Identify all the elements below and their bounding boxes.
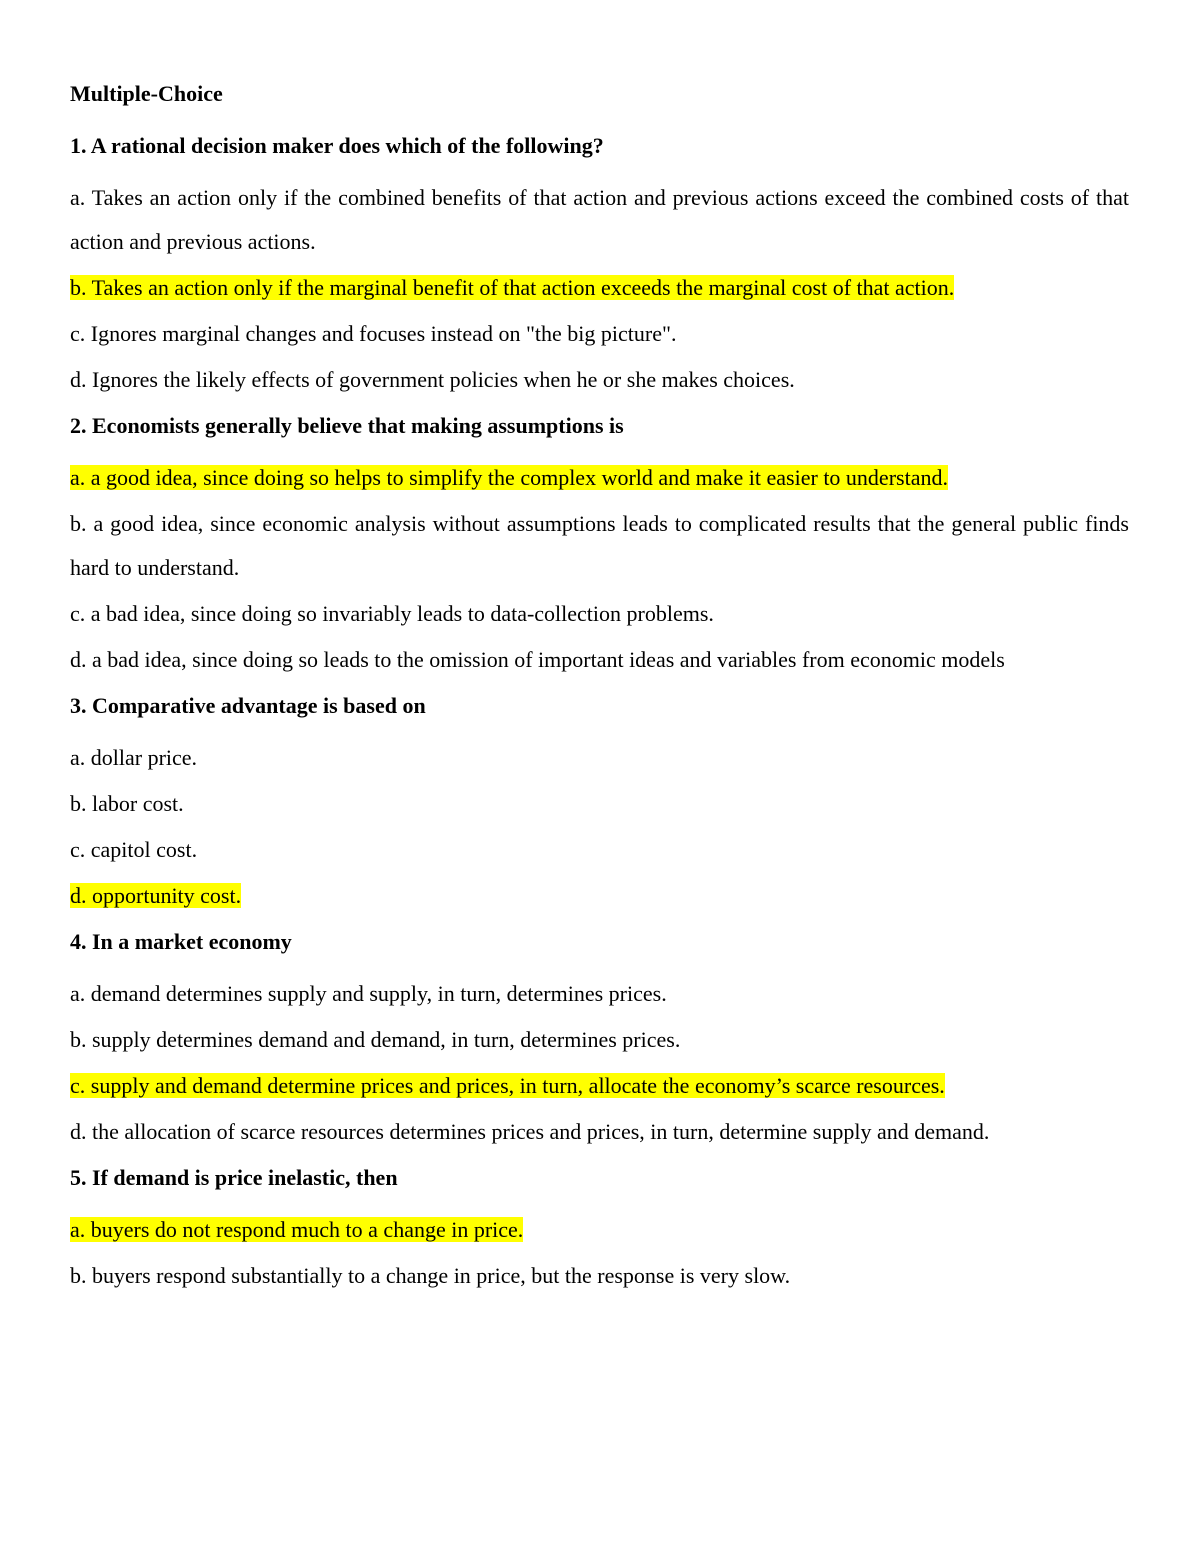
question-2-option-a — [70, 456, 1129, 500]
highlighted-answer: a. a good idea, since doing so helps to simplify the complex world and make it easier to understand. — [70, 465, 948, 490]
question-1-option-b — [70, 266, 1129, 310]
question-2-option-c — [70, 592, 1129, 636]
option-text: c. Ignores marginal changes and focuses instead on "the big picture". — [70, 321, 677, 346]
question-1-option-d — [70, 358, 1129, 402]
document-page — [70, 78, 1129, 1306]
question-5-option-a — [70, 1208, 1129, 1252]
highlighted-answer: b. Takes an action only if the marginal benefit of that action exceeds the marginal cost of that action. — [70, 275, 955, 300]
option-text: a. demand determines supply and supply, in turn, determines prices. — [70, 981, 667, 1006]
question-4-option-b — [70, 1018, 1129, 1062]
option-text: d. Ignores the likely effects of government policies when he or she makes choices. — [70, 367, 795, 392]
question-4-option-d — [70, 1110, 1129, 1154]
question-3: 3. Comparative advantage is based on — [70, 693, 426, 718]
option-text: b. a good idea, since economic analysis without assumptions leads to complicated results that the general public finds hard to understand. — [70, 511, 1129, 580]
highlighted-answer: a. buyers do not respond much to a change in price. — [70, 1217, 524, 1242]
question-3-option-d — [70, 874, 1129, 918]
question-3-option-c — [70, 828, 1129, 872]
question-2-option-d — [70, 638, 1129, 682]
question-4: 4. In a market economy — [70, 929, 292, 954]
option-text: c. capitol cost. — [70, 837, 198, 862]
question-4-option-a — [70, 972, 1129, 1016]
option-text: b. labor cost. — [70, 791, 184, 816]
question-1: 1. A rational decision maker does which of the following? — [70, 133, 604, 158]
question-4-option-c — [70, 1064, 1129, 1108]
option-text: b. supply determines demand and demand, in turn, determines prices. — [70, 1027, 681, 1052]
option-text: a. Takes an action only if the combined benefits of that action and previous actions exceed the combined costs of that action and previous actions. — [70, 185, 1129, 254]
option-text: b. buyers respond substantially to a change in price, but the response is very slow. — [70, 1263, 791, 1288]
question-3-option-b — [70, 782, 1129, 826]
option-text: d. a bad idea, since doing so leads to the omission of important ideas and variables from economic models — [70, 647, 1005, 672]
option-text: d. the allocation of scarce resources determines prices and prices, in turn, determine supply and demand. — [70, 1119, 990, 1144]
question-1-option-c — [70, 312, 1129, 356]
question-5-option-b — [70, 1254, 1129, 1298]
question-2-option-b — [70, 502, 1129, 590]
question-3-option-a — [70, 736, 1129, 780]
option-text: c. a bad idea, since doing so invariably leads to data-collection problems. — [70, 601, 714, 626]
document-heading: Multiple-Choice — [70, 81, 223, 106]
option-text: a. dollar price. — [70, 745, 198, 770]
question-2: 2. Economists generally believe that making assumptions is — [70, 413, 624, 438]
highlighted-answer: d. opportunity cost. — [70, 883, 242, 908]
question-5: 5. If demand is price inelastic, then — [70, 1165, 398, 1190]
question-1-option-a — [70, 176, 1129, 264]
highlighted-answer: c. supply and demand determine prices and prices, in turn, allocate the economy’s scarce resources. — [70, 1073, 945, 1098]
